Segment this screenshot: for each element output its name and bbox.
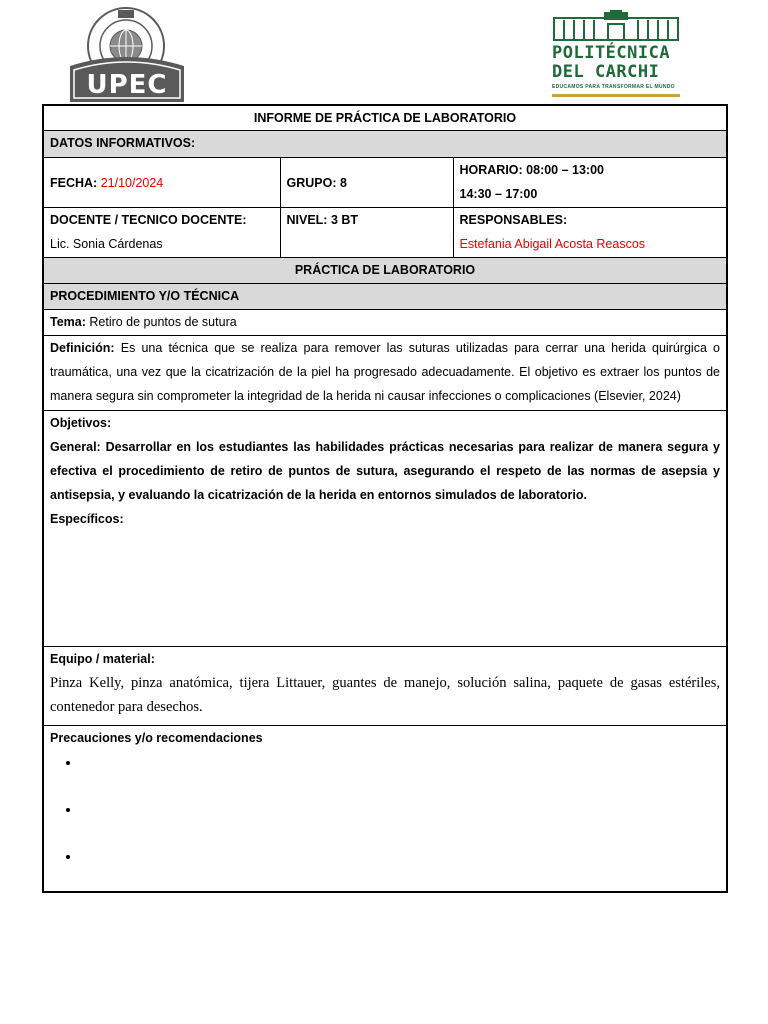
horario-cell	[453, 158, 727, 208]
upec-logo-text: UPEC	[86, 70, 168, 100]
nivel-cell: NIVEL: 3 BT	[280, 208, 453, 258]
responsables-value: Estefania Abigail Acosta Reascos	[459, 237, 646, 251]
docente-value: Lic. Sonia Cárdenas	[50, 237, 163, 251]
brand-line-1: POLITÉCNICA	[552, 43, 671, 63]
precauciones-cell	[43, 726, 727, 893]
definicion-label: Definición:	[50, 341, 115, 355]
tema-label: Tema:	[50, 315, 86, 329]
building-icon	[548, 10, 684, 42]
report-title: INFORME DE PRÁCTICA DE LABORATORIO	[43, 105, 727, 131]
brand-underline	[552, 94, 680, 97]
tema-cell	[43, 310, 727, 336]
responsables-label: RESPONSABLES:	[459, 213, 568, 227]
fecha-label: FECHA:	[50, 175, 101, 190]
objetivos-label: Objetivos:	[50, 416, 112, 430]
fecha-cell	[43, 158, 280, 208]
horario-line-2: 14:30 – 17:00	[459, 187, 538, 201]
responsables-cell	[453, 208, 727, 258]
list-item	[80, 844, 720, 891]
brand-line-2: DEL CARCHI	[552, 62, 660, 82]
especificos-label: Específicos:	[50, 512, 124, 526]
equipo-cell	[43, 647, 727, 726]
definicion-value: Es una técnica que se realiza para remover las suturas utilizadas para cerrar una herida quirúrgica o traumática, una vez que la cicatrización de la piel ha progresado adecuadamente. El objetivo es extraer los puntos de manera segura sin comprometer la integridad de la herida ni causar infecciones o complicaciones (Elsevier, 2024)	[50, 341, 720, 403]
list-item	[80, 750, 720, 797]
docente-cell	[43, 208, 280, 258]
grupo-cell: GRUPO: 8	[280, 158, 453, 208]
equipo-value: Pinza Kelly, pinza anatómica, tijera Littauer, guantes de manejo, solución salina, paquete de gasas estériles, contenedor para desechos.	[50, 675, 720, 715]
objetivo-general: General: Desarrollar en los estudiantes las habilidades prácticas necesarias para realizar de manera segura y efectiva el procedimiento de retiro de puntos de sutura, asegurando el respeto de las normas de asepsia y antisepsia, y evaluando la cicatrización de la herida en entornos simulados de laboratorio.	[50, 440, 720, 502]
lab-report-table	[42, 104, 728, 893]
politecnica-logo	[548, 10, 684, 102]
objetivos-cell	[43, 411, 727, 647]
precauciones-list	[50, 750, 720, 891]
equipo-label: Equipo / material:	[50, 652, 155, 666]
definicion-cell	[43, 336, 727, 411]
list-item	[80, 797, 720, 844]
upec-logo	[64, 4, 190, 106]
horario-line-1: HORARIO: 08:00 – 13:00	[459, 163, 605, 177]
docente-label: DOCENTE / TECNICO DOCENTE:	[50, 213, 247, 227]
precauciones-label: Precauciones y/o recomendaciones	[50, 731, 263, 745]
procedimiento-heading: PROCEDIMIENTO Y/O TÉCNICA	[43, 284, 727, 310]
brand-slogan: EDUCAMOS PARA TRANSFORMAR EL MUNDO	[552, 84, 675, 90]
tema-value: Retiro de puntos de sutura	[85, 315, 237, 329]
datos-informativos-heading: DATOS INFORMATIVOS:	[43, 131, 727, 158]
practica-heading: PRÁCTICA DE LABORATORIO	[43, 258, 727, 284]
fecha-value: 21/10/2024	[100, 175, 164, 190]
